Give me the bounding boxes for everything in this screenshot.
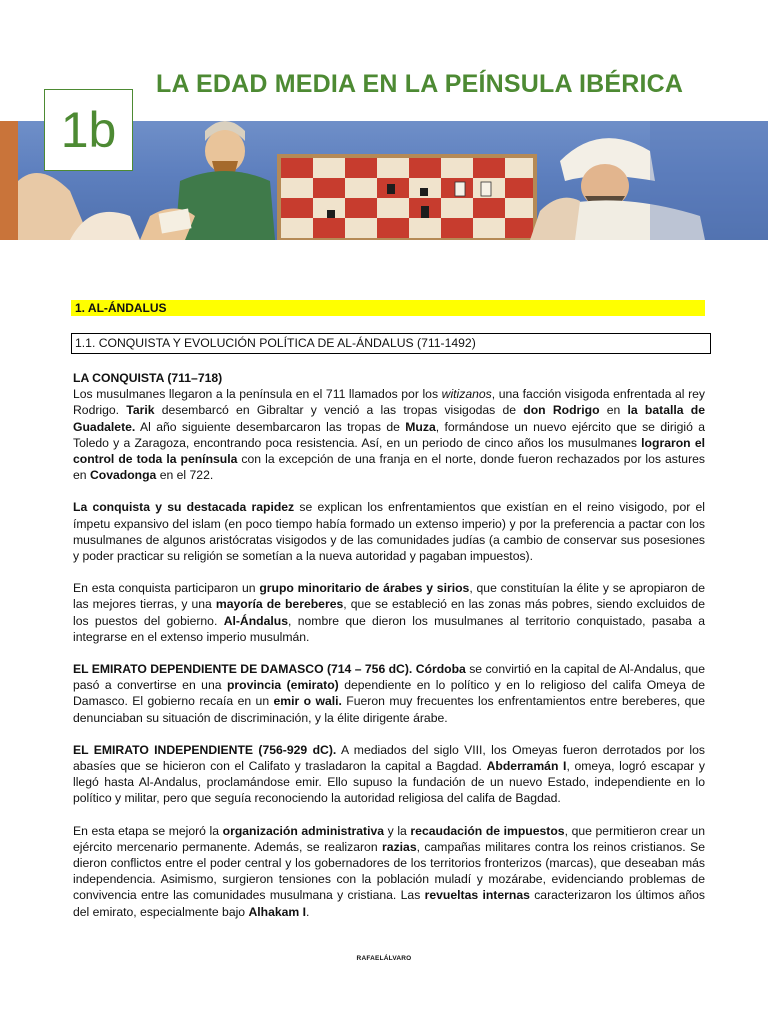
text-run: , omeya, logró escapar y llegó hasta Al-Andalus, proclamándose emir. Ello supuso la fundación de un nuevo Estado, independiente en lo político y militar, pero que seguía reconociendo la autoridad religiosa del califa de Bagdad. xyxy=(73,759,705,806)
bold-term: grupo minoritario de árabes y sirios xyxy=(259,581,470,596)
text-run: . xyxy=(306,904,310,919)
bold-term: razias xyxy=(382,839,417,854)
bold-term: provincia (emirato) xyxy=(226,678,339,693)
unit-number: 1b xyxy=(60,102,117,158)
italic-term: witizanos xyxy=(441,387,492,402)
paragraph-emirato-independiente xyxy=(73,742,705,807)
text-run: , formándose un nuevo ejército que se dirigió a Toledo y a Zaragoza, encontrando poca resistencia. Así, en un periodo de cinco años los musulmanes xyxy=(73,419,706,450)
text-run: se convirtió en la capital de Al-Andalus, que pasó a convertirse en una xyxy=(73,662,705,693)
bold-term: Córdoba xyxy=(415,662,466,677)
bold-term: recaudación de impuestos xyxy=(410,823,565,838)
page-title: LA EDAD MEDIA EN LA PEÍNSULA IBÉRICA xyxy=(156,70,684,98)
bold-term: Al-Ándalus xyxy=(223,613,289,628)
text-run: , que constituían la élite y se apropiaron de las mejores tierras, y una xyxy=(73,581,706,612)
bold-term: mayoría de bereberes xyxy=(215,597,344,612)
bold-term: organización administrativa xyxy=(222,823,385,838)
text-run: , nombre que dieron los musulmanes al territorio conquistado, pasaba a integrarse en el extenso imperio musulmán. xyxy=(73,613,705,644)
bold-term: Tarik xyxy=(126,403,155,418)
text-run: , campañas militares contra los reinos cristianos. Se dieron conflictos entre el poder central y los gobernadores de los territorios fronterizos (marcas), que deseaban más independencia. Asimismo, surgieron tensiones con la población muladí y mozárabe, evidenciando problemas de convivencia entre las comunidades musulmana y cristiana. Las xyxy=(73,839,705,903)
paragraph-emirato-dependiente xyxy=(73,661,705,726)
bold-term: Abderramán I xyxy=(486,759,567,774)
bold-term: revueltas internas xyxy=(424,888,530,903)
unit-number-box xyxy=(44,89,133,171)
text-run: y la xyxy=(384,823,411,838)
text-run: caracterizaron los últimos años del emirato, especialmente bajo xyxy=(73,888,706,919)
bold-term: EL EMIRATO INDEPENDIENTE (756-929 dC). xyxy=(73,742,337,757)
paragraph-participantes xyxy=(73,580,705,645)
paragraph-heading: LA CONQUISTA (711–718) xyxy=(73,371,223,385)
bold-term: don Rodrigo xyxy=(523,403,600,418)
paragraph-conquista xyxy=(73,370,705,483)
bold-term: Covadonga xyxy=(89,468,157,483)
bold-term: EL EMIRATO DEPENDIENTE DE DAMASCO (714 – 756 dC). xyxy=(73,662,413,677)
text-run: con la excepción de una franja en el norte, donde fueron rechazados por los astures en xyxy=(73,452,705,483)
text-run: Fueron muy frecuentes los enfrentamientos entre bereberes, que denunciaban su situación de discriminación, y la élite dirigente árabe. xyxy=(73,694,705,725)
text-run: Al año siguiente desembarcaron las tropas de xyxy=(135,419,406,434)
footer-author: RAFAELÁLVARO xyxy=(356,955,412,962)
paragraph-organizacion xyxy=(73,823,705,920)
text-run: se explican los enfrentamientos que existían en el reino visigodo, por el ímpetu expansivo del islam (en poco tiempo había formado un extenso imperio) y por la preferencia a pactar con los musulmanes de algunos aristócratas visigodos y de las comunidades judías (a cambio de conservar sus posesiones y poder practicar su religión se sometían a la nueva autoridad y pagaban impuestos). xyxy=(73,500,705,564)
bold-term: Muza xyxy=(405,419,436,434)
section-heading: 1. AL-ÁNDALUS xyxy=(71,300,705,316)
bold-term: Alhakam I xyxy=(248,904,307,919)
text-run: En esta conquista participaron un xyxy=(73,581,260,596)
text-run: En esta etapa se mejoró la xyxy=(73,823,223,838)
text-run: dependiente en lo político y en lo religioso del califa Omeya de Damasco. El gobierno recaía en un xyxy=(73,678,705,709)
text-run: en el 722. xyxy=(156,468,214,483)
text-run: A mediados del siglo VIII, los Omeyas fueron derrotados por los abasíes que se hicieron con el Califato y trasladaron la capital a Bagdad. xyxy=(73,742,705,774)
bold-term: lograron el control de toda la península xyxy=(73,435,705,467)
text-run: , que permitieron crear un ejército mercenario permanente. Además, se realizaron xyxy=(73,823,705,854)
text-run: en xyxy=(599,403,628,418)
subsection-heading: 1.1. CONQUISTA Y EVOLUCIÓN POLÍTICA DE AL-ÁNDALUS (711-1492) xyxy=(71,333,711,354)
text-run: , una facción visigoda enfrentada al rey Rodrigo. xyxy=(73,387,705,418)
text-run: Los musulmanes llegaron a la península en el 711 llamados por los xyxy=(73,387,442,402)
text-run: desembarcó en Gibraltar y venció a las tropas visigodas de xyxy=(154,403,524,418)
bold-term: la batalla de Guadalete. xyxy=(73,403,705,434)
paragraph-rapidez xyxy=(73,499,705,564)
bold-term: La conquista y su destacada rapidez xyxy=(73,500,295,515)
bold-term: emir o wali. xyxy=(273,694,342,709)
text-run: , que se estableció en las zonas más pobres, siendo excluidos de los puestos del gobierno. xyxy=(73,597,705,628)
document-body xyxy=(73,370,705,936)
